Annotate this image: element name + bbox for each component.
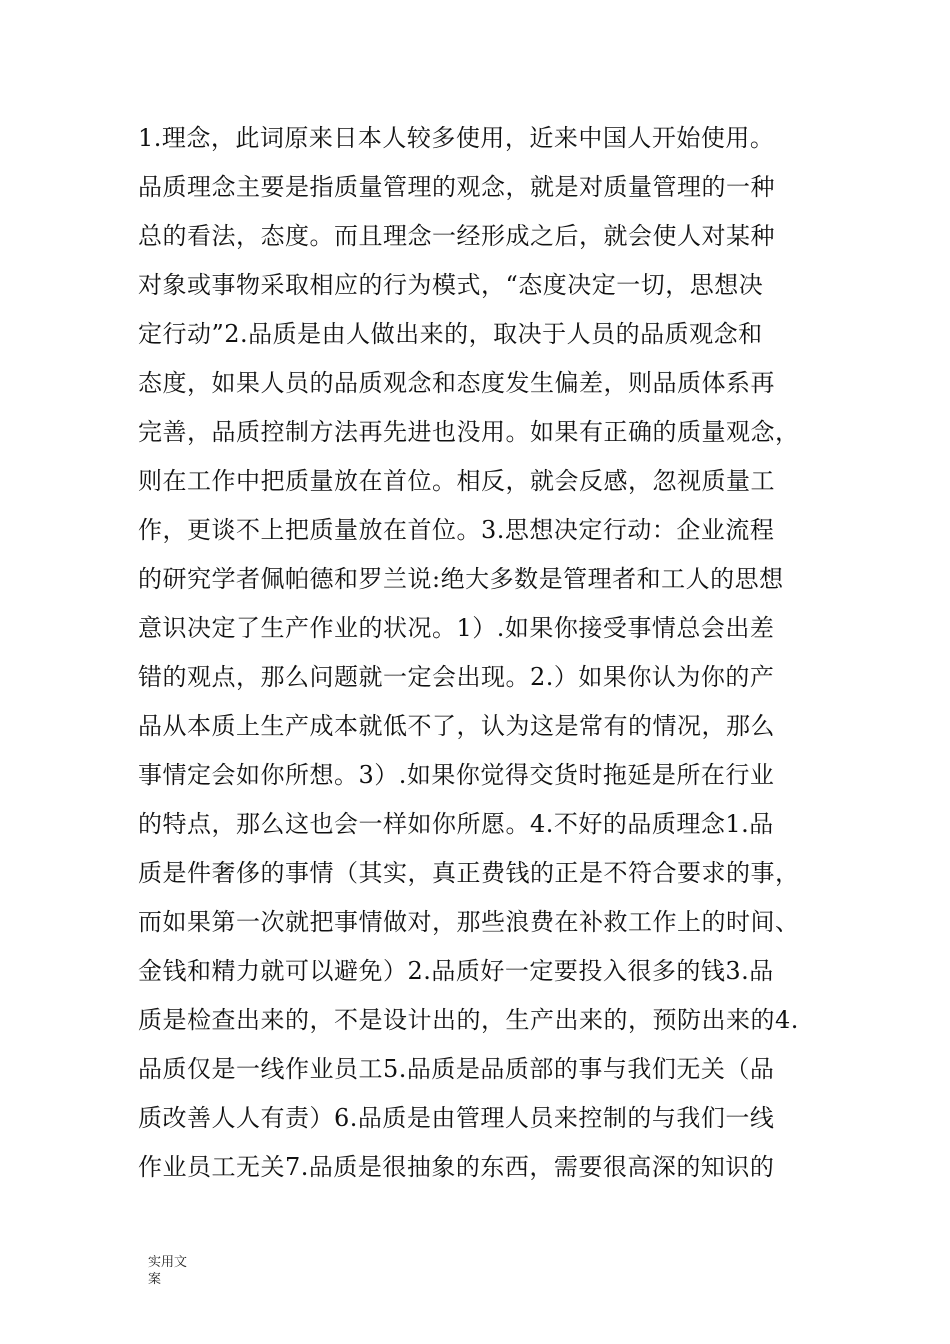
text-line-19: 质是检查出来的，不是设计出的，生产出来的，预防出来的4.: [138, 1006, 799, 1034]
text-line-2: 品质理念主要是指质量管理的观念，就是对质量管理的一种: [138, 173, 775, 201]
text-line-14: 事情定会如你所想。3）.如果你觉得交货时拖延是所在行业: [138, 761, 775, 789]
footer-label-line-1: 实用文: [148, 1255, 188, 1270]
text-line-21: 质改善人人有责）6.品质是由管理人员来控制的与我们一线: [138, 1104, 775, 1132]
text-line-7: 完善，品质控制方法再先进也没用。如果有正确的质量观念，: [138, 418, 800, 446]
text-line-4: 对象或事物采取相应的行为模式，“态度决定一切，思想决: [138, 271, 764, 299]
text-line-8: 则在工作中把质量放在首位。相反，就会反感，忽视质量工: [138, 467, 775, 495]
text-line-17: 而如果第一次就把事情做对，那些浪费在补救工作上的时间、: [138, 908, 800, 936]
text-line-20: 品质仅是一线作业员工5.品质是品质部的事与我们无关（品: [138, 1055, 775, 1083]
text-line-3: 总的看法，态度。而且理念一经形成之后，就会使人对某种: [138, 222, 775, 250]
text-line-15: 的特点，那么这也会一样如你所愿。4.不好的品质理念1.品: [138, 810, 774, 838]
text-line-9: 作，更谈不上把质量放在首位。3.思想决定行动：企业流程: [138, 516, 775, 544]
body-paragraph: [138, 114, 838, 1192]
text-line-5: 定行动”2.品质是由人做出来的，取决于人员的品质观念和: [138, 320, 763, 348]
text-line-6: 态度，如果人员的品质观念和态度发生偏差，则品质体系再: [138, 369, 775, 397]
text-line-10: 的研究学者佩帕德和罗兰说:绝大多数是管理者和工人的思想: [138, 565, 784, 593]
text-line-12: 错的观点，那么问题就一定会出现。2.）如果你认为你的产: [138, 663, 775, 691]
text-line-18: 金钱和精力就可以避免）2.品质好一定要投入很多的钱3.品: [138, 957, 774, 985]
text-line-16: 质是件奢侈的事情（其实，真正费钱的正是不符合要求的事，: [138, 859, 800, 887]
text-line-1: 1.理念，此词原来日本人较多使用，近来中国人开始使用。: [138, 124, 775, 152]
text-line-22: 作业员工无关7.品质是很抽象的东西，需要很高深的知识的: [138, 1153, 775, 1181]
text-line-13: 品从本质上生产成本就低不了，认为这是常有的情况，那么: [138, 712, 775, 740]
text-line-11: 意识决定了生产作业的状况。1）.如果你接受事情总会出差: [138, 614, 775, 642]
page-footer: [148, 1254, 188, 1288]
footer-label-line-2: 案: [148, 1272, 162, 1287]
